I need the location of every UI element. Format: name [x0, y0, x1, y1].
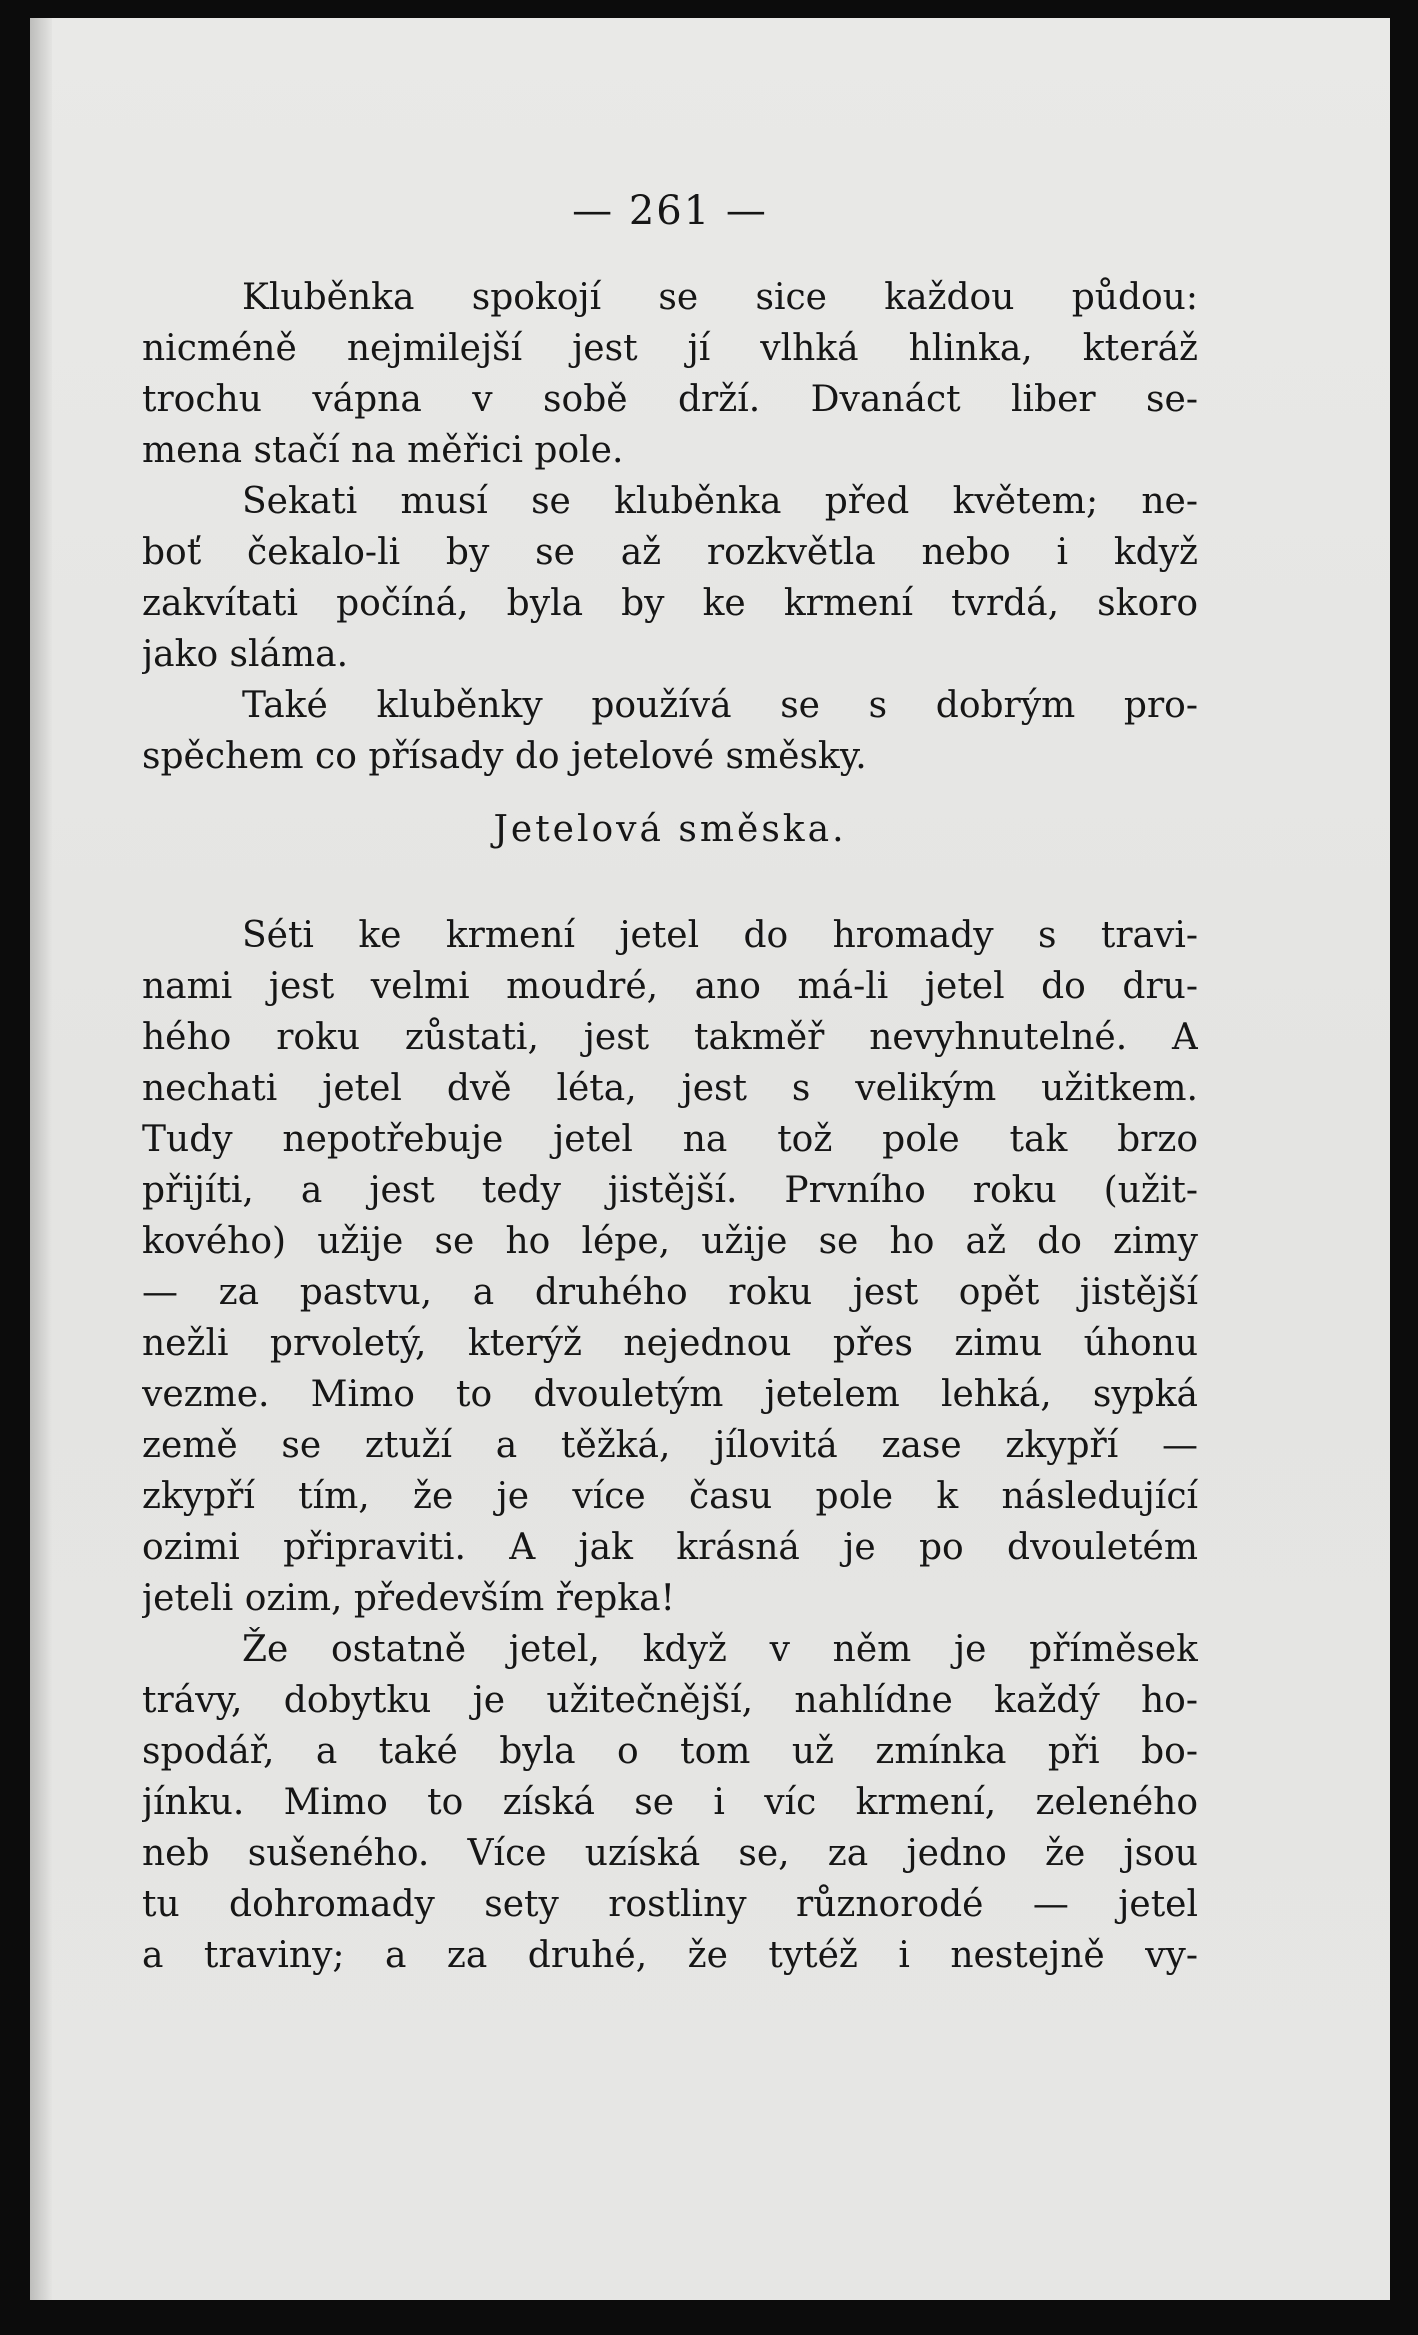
- text-line: země se ztuží a těžká, jílovitá zase zkypří —: [142, 1425, 1198, 1466]
- section-heading: Jetelová směska.: [493, 809, 847, 850]
- text-line: Tudy nepotřebuje jetel na tož pole tak brzo: [142, 1119, 1198, 1160]
- text-line: spodář, a také byla o tom už zmínka při bo-: [142, 1731, 1198, 1772]
- text-line: ozimi připraviti. A jak krásná je po dvouletém: [142, 1527, 1198, 1568]
- text-line: trávy, dobytku je užitečnější, nahlídne každý ho-: [142, 1680, 1198, 1721]
- text-line: boť čekalo-li by se až rozkvětla nebo i když: [142, 532, 1198, 573]
- text-line: nami jest velmi moudré, ano má-li jetel do dru-: [142, 966, 1198, 1007]
- book-page: [30, 18, 1390, 2300]
- paragraph: [142, 272, 1198, 476]
- paragraph: [142, 910, 1198, 1624]
- paragraph: [142, 1624, 1198, 1981]
- text-line: zkypří tím, že je více času pole k následující: [142, 1476, 1198, 1517]
- text-line: jínku. Mimo to získá se i víc krmení, zeleného: [142, 1782, 1198, 1823]
- paragraph: [142, 476, 1198, 680]
- text-line: spěchem co přísady do jetelové směsky.: [142, 736, 867, 777]
- page-number: — 261 —: [572, 188, 768, 234]
- text-line: trochu vápna v sobě drží. Dvanáct liber se-: [142, 379, 1198, 420]
- paragraphs-after-heading: [142, 910, 1198, 1981]
- text-line: kového) užije se ho lépe, užije se ho až do zimy: [142, 1221, 1198, 1262]
- text-line: Kluběnka spokojí se sice každou půdou:: [242, 277, 1198, 318]
- paragraph: [142, 680, 1198, 782]
- text-line: Také kluběnky používá se s dobrým pro-: [242, 685, 1198, 726]
- text-line: a traviny; a za druhé, že tytéž i nestejně vy-: [142, 1935, 1198, 1976]
- text-line: jako sláma.: [142, 634, 349, 675]
- text-line: Séti ke krmení jetel do hromady s travi-: [242, 915, 1198, 956]
- text-line: zakvítati počíná, byla by ke krmení tvrdá, skoro: [142, 583, 1198, 624]
- text-line: Sekati musí se kluběnka před květem; ne-: [242, 481, 1198, 522]
- text-line: — za pastvu, a druhého roku jest opět jistější: [142, 1272, 1198, 1313]
- paragraphs-before-heading: [142, 272, 1198, 782]
- text-line: nežli prvoletý, kterýž nejednou přes zimu úhonu: [142, 1323, 1198, 1364]
- text-line: neb sušeného. Více uzíská se, za jedno že jsou: [142, 1833, 1198, 1874]
- text-line: přijíti, a jest tedy jistější. Prvního roku (užit-: [142, 1170, 1198, 1211]
- text-line: nechati jetel dvě léta, jest s velikým užitkem.: [142, 1068, 1198, 1109]
- page-gutter-shadow: [30, 18, 52, 2300]
- text-line: vezme. Mimo to dvouletým jetelem lehká, sypká: [142, 1374, 1198, 1415]
- text-line: jeteli ozim, především řepka!: [142, 1578, 676, 1619]
- text-line: mena stačí na měřici pole.: [142, 430, 624, 471]
- text-line: hého roku zůstati, jest takměř nevyhnutelné. A: [142, 1017, 1198, 1058]
- text-line: Že ostatně jetel, když v něm je příměsek: [242, 1629, 1198, 1670]
- text-line: nicméně nejmilejší jest jí vlhká hlinka, kteráž: [142, 328, 1198, 369]
- text-line: tu dohromady sety rostliny různorodé — jetel: [142, 1884, 1198, 1925]
- text-block: [142, 186, 1198, 1981]
